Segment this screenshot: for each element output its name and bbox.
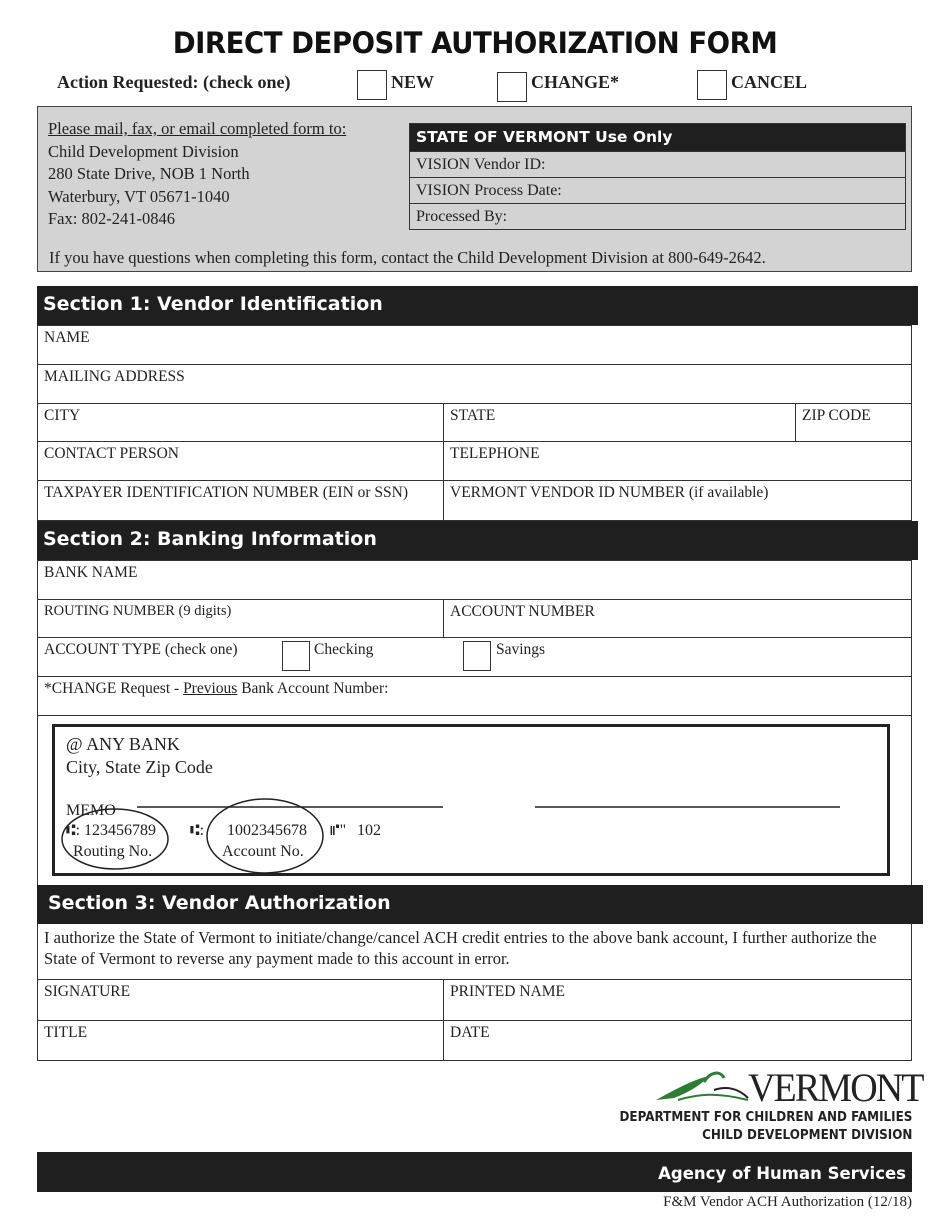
dept-line2: CHILD DEVELOPMENT DIVISION [701,1128,912,1143]
cancel-option-label: CANCEL [731,72,808,92]
vermont-mountain-icon [654,1068,750,1104]
checking-label: Checking [314,641,374,658]
state-field[interactable]: STATE [443,403,796,442]
state-use-only-header: STATE OF VERMONT Use Only [410,124,905,151]
section2-header: Section 2: Banking Information [37,521,918,560]
date-field[interactable]: DATE [443,1020,912,1061]
check-memo: MEMO [66,802,116,819]
check-account-number: 1002345678 [227,822,307,839]
check-city-line: City, State Zip Code [66,757,213,777]
telephone-field[interactable]: TELEPHONE [443,441,912,481]
change-request-previous: Previous [183,680,238,697]
new-option-label: NEW [391,72,435,92]
mailing-instructions [48,118,346,231]
mailing-line: Child Development Division [48,141,239,161]
printed-name-field[interactable]: PRINTED NAME [443,979,912,1021]
city-field[interactable]: CITY [37,403,444,442]
routing-no-label: Routing No. [73,843,153,860]
mailing-address-field[interactable]: MAILING ADDRESS [37,364,912,404]
change-checkbox[interactable] [497,72,527,102]
check-separator: ⑆: [190,822,205,839]
vendor-id-field[interactable]: VERMONT VENDOR ID NUMBER (if available) [443,480,912,521]
authorization-statement: I authorize the State of Vermont to initiate/change/cancel ACH credit entries to the above bank account, I further authorize the State of Vermont to reverse any payment made to this account in error. [37,923,912,980]
check-routing-number: ⑆: 123456789 [66,822,157,839]
account-type-label: ACCOUNT TYPE (check one) [44,641,238,658]
agency-bar: Agency of Human Services [37,1152,912,1192]
action-requested-label: Action Requested: (check one) [57,72,291,92]
title-field[interactable]: TITLE [37,1020,444,1061]
checking-checkbox[interactable] [282,641,310,671]
previous-account-field[interactable] [37,676,912,716]
mailing-line: Fax: 802-241-0846 [48,209,175,228]
form-title: DIRECT DEPOSIT AUTHORIZATION FORM [172,26,778,60]
check-graphics [52,724,890,876]
change-request-prefix: *CHANGE Request - [44,680,184,697]
mailing-line: Waterbury, VT 05671-1040 [48,186,230,206]
account-no-label: Account No. [222,843,304,860]
savings-label: Savings [496,641,546,658]
cancel-checkbox[interactable] [697,70,727,100]
mailing-instruction-heading: Please mail, fax, or email completed form to: [48,119,347,138]
processed-by-field: Processed By: [410,203,905,229]
questions-note: If you have questions when completing this form, contact the Child Development Division at 800-649-2642. [49,248,766,267]
new-checkbox[interactable] [357,70,387,100]
vision-vendor-id-field: VISION Vendor ID: [410,151,905,177]
vermont-logo: VERMONT [748,1065,923,1110]
taxpayer-id-field[interactable]: TAXPAYER IDENTIFICATION NUMBER (EIN or SSN) [37,480,444,521]
bank-name-field[interactable]: BANK NAME [37,560,912,600]
change-request-suffix: Bank Account Number: [237,680,389,697]
zip-code-field[interactable]: ZIP CODE [795,403,912,442]
vision-process-date-field: VISION Process Date: [410,177,905,203]
department-name [619,1109,912,1145]
section1-header: Section 1: Vendor Identification [37,286,918,325]
section3-header: Section 3: Vendor Authorization [37,885,923,924]
change-option-label: CHANGE* [531,72,620,92]
state-use-only-box [409,123,906,230]
dept-line1: DEPARTMENT FOR CHILDREN AND FAMILIES [619,1110,912,1125]
routing-number-field[interactable]: ROUTING NUMBER (9 digits) [37,599,444,638]
check-suffix: ⑈" [330,822,347,839]
mailing-line: 280 State Drive, NOB 1 North [48,164,250,183]
savings-checkbox[interactable] [463,641,491,671]
check-number: 102 [357,822,381,839]
name-field[interactable]: NAME [37,325,912,365]
form-id: F&M Vendor ACH Authorization (12/18) [663,1194,912,1210]
contact-person-field[interactable]: CONTACT PERSON [37,441,444,481]
signature-field[interactable]: SIGNATURE [37,979,444,1021]
account-number-field[interactable]: ACCOUNT NUMBER [443,599,912,638]
check-bank-name: @ ANY BANK [66,734,180,754]
